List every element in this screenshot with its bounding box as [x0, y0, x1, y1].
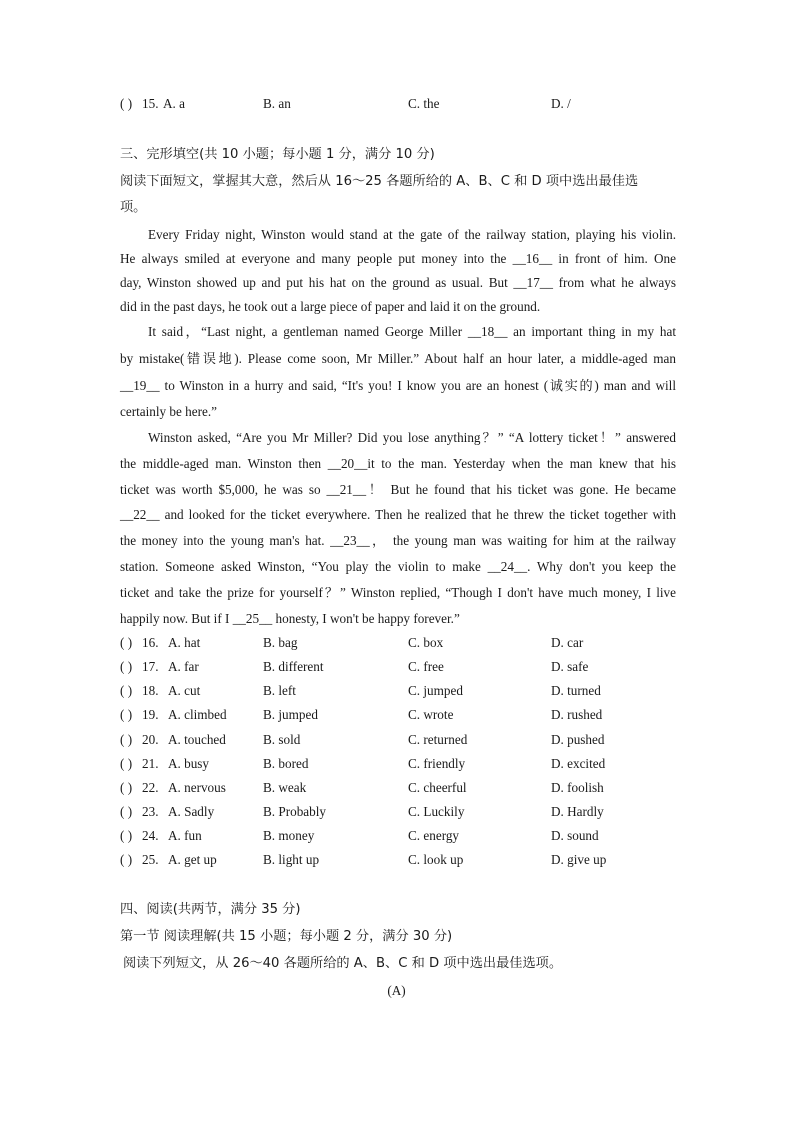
option-a: A. hat: [168, 635, 201, 650]
option-c: C. jumped: [408, 683, 463, 698]
option-c: C. the: [408, 96, 440, 111]
answer-paren[interactable]: ( ): [120, 683, 133, 698]
answer-paren[interactable]: ( ): [120, 707, 133, 722]
option-c: C. free: [408, 659, 444, 674]
section3-instruction-line2: 项。: [120, 200, 147, 215]
option-d: D. foolish: [551, 780, 604, 795]
option-b: B. an: [263, 96, 291, 111]
passage-line: did in the past days, he took out a large piece of paper and laid it on the ground.: [120, 299, 541, 314]
option-b: B. sold: [263, 732, 301, 747]
passage-line: happily now. But if I __25__ honesty, I won't be happy forever.”: [120, 611, 460, 626]
option-d: D. rushed: [551, 707, 603, 722]
option-d: D. sound: [551, 828, 599, 843]
answer-paren[interactable]: ( ): [120, 804, 133, 819]
question-number: 18.: [142, 683, 159, 698]
passage-line: certainly be here.”: [120, 404, 218, 419]
answer-paren[interactable]: ( ): [120, 659, 133, 674]
answer-paren[interactable]: ( ): [120, 96, 133, 111]
option-a: A. climbed: [168, 707, 227, 722]
option-d: D. Hardly: [551, 804, 604, 819]
option-a: A. nervous: [168, 780, 226, 795]
option-c: C. look up: [408, 852, 464, 867]
option-b: B. light up: [263, 852, 320, 867]
option-d: D. pushed: [551, 732, 605, 747]
passage-line: __19__ to Winston in a hurry and said, “It's you! I know you are an honest (诚实的) man and will: [120, 378, 676, 393]
passage-line: the middle-aged man. Winston then __20__it to the man. Yesterday when the man knew that his: [120, 456, 676, 471]
passage-a-label: (A): [387, 983, 406, 998]
passage-line: Every Friday night, Winston would stand at the gate of the railway station, playing his violin.: [148, 227, 676, 242]
passage-line: It said，“Last night, a gentleman named George Miller __18__ an important thing in my hat: [148, 324, 676, 339]
question-number: 17.: [142, 659, 159, 674]
option-c: C. box: [408, 635, 444, 650]
question-number: 16.: [142, 635, 159, 650]
answer-paren[interactable]: ( ): [120, 852, 133, 867]
answer-paren[interactable]: ( ): [120, 756, 133, 771]
option-a: A. busy: [168, 756, 210, 771]
option-a: A. get up: [168, 852, 217, 867]
answer-paren[interactable]: ( ): [120, 732, 133, 747]
option-a: A. a: [163, 96, 185, 111]
option-b: B. bag: [263, 635, 298, 650]
option-d: D. turned: [551, 683, 601, 698]
option-d: D. /: [551, 96, 571, 111]
option-b: B. Probably: [263, 804, 327, 819]
option-d: D. car: [551, 635, 584, 650]
question-number: 24.: [142, 828, 159, 843]
question-number: 20.: [142, 732, 159, 747]
passage-line: station. Someone asked Winston, “You play the violin to make __24__. Why don't you keep the: [120, 559, 676, 574]
passage-line: by mistake(错误地). Please come soon, Mr Miller.” About half an hour later, a middle-aged man: [120, 351, 676, 366]
section4-part1-title: 第一节 阅读理解(共 15 小题；每小题 2 分，满分 30 分): [120, 929, 453, 944]
section3-title: 三、完形填空(共 10 小题；每小题 1 分，满分 10 分): [120, 147, 435, 162]
passage-line: ticket was worth $5,000, he was so __21__！ But he found that his ticket was gone. He became: [120, 482, 676, 497]
passage-line: the money into the young man's hat. __23__， the young man was waiting for him at the railway: [120, 533, 676, 548]
option-b: B. bored: [263, 756, 309, 771]
question-number: 22.: [142, 780, 159, 795]
option-c: C. energy: [408, 828, 460, 843]
option-d: D. excited: [551, 756, 606, 771]
option-a: A. fun: [168, 828, 202, 843]
option-b: B. jumped: [263, 707, 318, 722]
question-number: 25.: [142, 852, 159, 867]
passage-line: __22__ and looked for the ticket everywhere. Then he realized that he threw the ticket together with: [120, 507, 676, 522]
option-a: A. far: [168, 659, 199, 674]
option-c: C. Luckily: [408, 804, 465, 819]
option-a: A. touched: [168, 732, 226, 747]
option-d: D. give up: [551, 852, 607, 867]
question-number: 19.: [142, 707, 159, 722]
question-number: 21.: [142, 756, 159, 771]
option-b: B. weak: [263, 780, 307, 795]
section4-instruction: 阅读下列短文，从 26～40 各题所给的 A、B、C 和 D 项中选出最佳选项。: [123, 956, 563, 971]
passage-line: ticket and take the prize for yourself？” Winston replied, “Though I don't have much money, I live: [120, 585, 676, 600]
section4-title: 四、阅读(共两节，满分 35 分): [120, 902, 301, 917]
passage-line: He always smiled at everyone and many people put money into the __16__ in front of him. One: [120, 251, 676, 266]
option-c: C. wrote: [408, 707, 454, 722]
answer-paren[interactable]: ( ): [120, 635, 133, 650]
option-c: C. cheerful: [408, 780, 467, 795]
answer-paren[interactable]: ( ): [120, 828, 133, 843]
option-a: A. Sadly: [168, 804, 215, 819]
option-b: B. left: [263, 683, 296, 698]
option-c: C. returned: [408, 732, 468, 747]
answer-paren[interactable]: ( ): [120, 780, 133, 795]
passage-line: day, Winston showed up and put his hat on the ground as usual. But __17__ from what he always: [120, 275, 676, 290]
question-number: 23.: [142, 804, 159, 819]
option-c: C. friendly: [408, 756, 466, 771]
option-a: A. cut: [168, 683, 201, 698]
passage-line: Winston asked, “Are you Mr Miller? Did you lose anything？” “A lottery ticket！” answered: [148, 430, 676, 445]
option-b: B. different: [263, 659, 324, 674]
option-d: D. safe: [551, 659, 589, 674]
option-b: B. money: [263, 828, 315, 843]
section3-instruction-line1: 阅读下面短文，掌握其大意，然后从 16～25 各题所给的 A、B、C 和 D 项中选出最佳选: [120, 174, 639, 189]
question-number: 15.: [142, 96, 159, 111]
